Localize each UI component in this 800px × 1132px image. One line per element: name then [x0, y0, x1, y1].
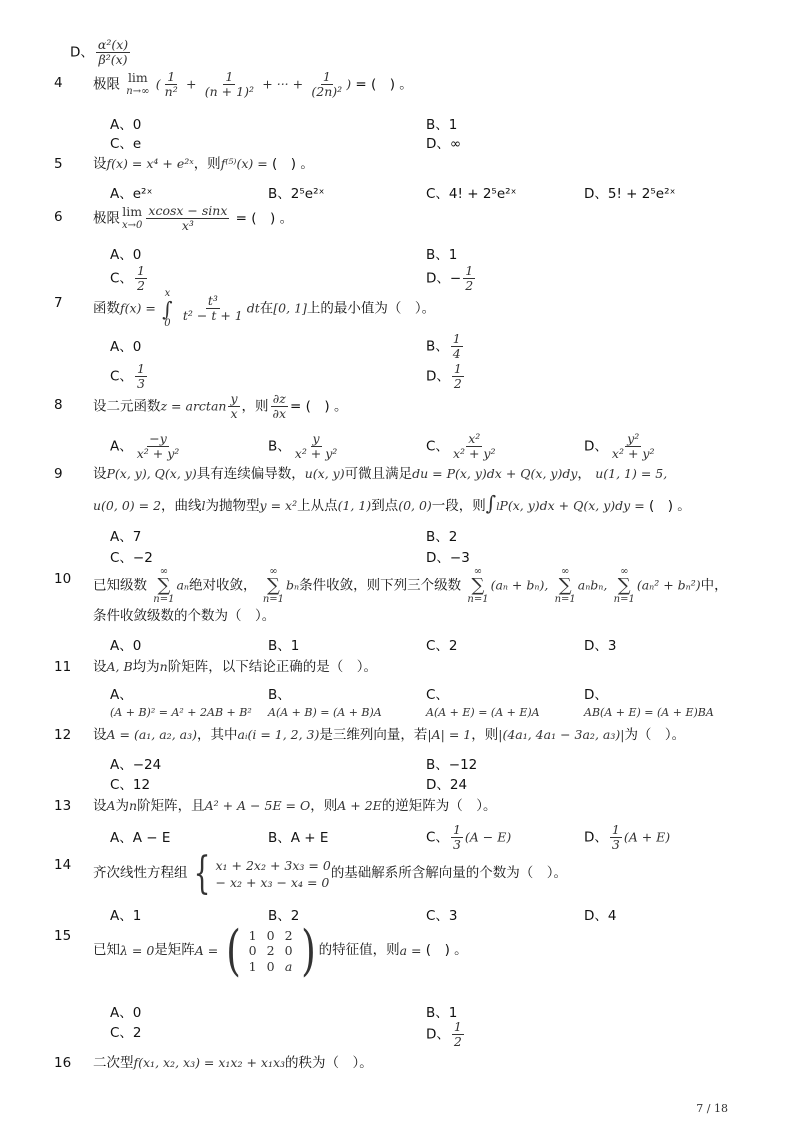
q15-number: 15: [54, 928, 72, 944]
matrix-cell: 1: [248, 927, 257, 943]
q11-option-b-label: B、: [268, 687, 291, 703]
q14-option-a: A、1: [110, 908, 142, 924]
q5-option-d: D、5! + 2⁵e²ˣ: [584, 186, 676, 202]
q15-option-a: A、0: [110, 1005, 142, 1021]
q4-number: 4: [54, 75, 63, 91]
q14-option-d: D、4: [584, 908, 617, 924]
q10-stem-line1: 已知级数 ∞ ∑ n=1 aₙ绝对收敛， ∞ ∑ n=1 bₙ条件收敛，则下列三个级数 ∞ ∑ n=1 (aₙ + bₙ), ∞ ∑ n=1 aₙbₙ, ∞ ∑ n=1 (aₙ² + bₙ²)中，: [93, 566, 728, 605]
q15-matrix: ( 1 0 2 0 2 0 1 0 a ): [225, 919, 316, 982]
page-number: 7 / 18: [696, 1102, 728, 1116]
q6-option-b: B、1: [426, 247, 458, 263]
q13-number: 13: [54, 798, 72, 814]
q11-stem: 设A, B均为n阶矩阵，以下结论正确的是（ ）。: [93, 659, 377, 675]
q9-stem-line1: 设P(x, y), Q(x, y)具有连续偏导数，u(x, y)可微且满足du = P(x, y)dx + Q(x, y)dy， u(1, 1) = 5,: [93, 466, 668, 482]
q7-option-d: D、 $\frac{1}{2}$: [426, 361, 462, 391]
q3-option-d: D、 $\frac{\text{α²(x)}}{\text{β²(x)}}$: [70, 37, 129, 67]
q10-option-d: D、3: [584, 638, 617, 654]
q7-option-b: B、 $\frac{1}{4}$: [426, 331, 461, 361]
q8-option-a: A、 $\frac{-y}{\text{x² + y²}}$: [110, 431, 180, 461]
q13-option-b: B、A + E: [268, 830, 329, 846]
q9-option-b: B、2: [426, 529, 458, 545]
q13-option-c: C、 $\frac{1}{3}$ (A − E): [426, 822, 512, 852]
q7-option-c: C、 $\frac{1}{3}$: [110, 361, 145, 391]
matrix-cell: 1: [248, 958, 257, 974]
q12-option-c: C、12: [110, 777, 151, 793]
q14-option-c: C、3: [426, 908, 458, 924]
matrix-cell: 2: [266, 943, 275, 959]
q11-number: 11: [54, 659, 72, 675]
q6-option-c: C、 $\frac{1}{2}$: [110, 263, 145, 293]
q4-option-c: C、e: [110, 136, 142, 152]
q6-number: 6: [54, 209, 63, 225]
q16-number: 16: [54, 1055, 72, 1071]
matrix-cell: 0: [266, 927, 275, 943]
q15-option-b: B、1: [426, 1005, 458, 1021]
q8-stem: 设二元函数z = arctan $\frac{y}{x}$ ，则 $\frac{\partial z}{\partial x}$ = ( ) 。: [93, 391, 348, 421]
matrix-cell: 0: [266, 958, 275, 974]
q13-option-a: A、A − E: [110, 830, 171, 846]
q5-number: 5: [54, 156, 63, 172]
q5-option-c: C、4! + 2⁵e²ˣ: [426, 186, 517, 202]
q16-stem: 二次型f(x₁, x₂, x₃) = x₁x₂ + x₁x₃的秩为（ ）。: [93, 1055, 373, 1071]
matrix-row: [244, 959, 298, 975]
q5-option-b: B、2⁵e²ˣ: [268, 186, 325, 202]
q5-stem: 设f(x) = x⁴ + e²ˣ，则f⁽⁵⁾(x) = ( ) 。: [93, 156, 314, 172]
q8-option-c: C、 $\frac{\text{x²}}{\text{x² + y²}}$: [426, 431, 496, 461]
q5-option-a: A、e²ˣ: [110, 186, 153, 202]
q14-stem: 齐次线性方程组 { x₁ + 2x₂ + 3x₃ = 0 − x₂ + x₃ − x₄ = 0 的基础解系所含解向量的个数为（ ）。: [93, 848, 568, 899]
q9-option-c: C、−2: [110, 550, 153, 566]
q11-option-d-label: D、: [584, 687, 608, 703]
q9-stem-line2: u(0, 0) = 2，曲线l为抛物型y = x²上从点(1, 1)到点(0, 0)一段，则∫lP(x, y)dx + Q(x, y)dy = ( ) 。: [93, 491, 691, 515]
q10-option-a: A、0: [110, 638, 142, 654]
q7-number: 7: [54, 295, 63, 311]
matrix-row: [244, 928, 298, 944]
q14-number: 14: [54, 857, 72, 873]
q8-number: 8: [54, 397, 63, 413]
q11-option-a-expr: (A + B)² = A² + 2AB + B²: [110, 706, 252, 719]
q4-option-a: A、0: [110, 117, 142, 133]
q8-option-d: D、 $\frac{\text{y²}}{\text{x² + y²}}$: [584, 431, 655, 461]
q15-stem: 已知λ = 0是矩阵A = ( 1 0 2 0 2 0 1 0 a ) 的特征值，则a = ( ) 。: [93, 919, 468, 982]
q13-stem: 设A为n阶矩阵，且A² + A − 5E = O，则A + 2E的逆矩阵为（ ）。: [93, 798, 497, 814]
q15-option-c: C、2: [110, 1025, 142, 1041]
q4-option-b: B、1: [426, 117, 458, 133]
q9-option-d: D、−3: [426, 550, 470, 566]
q11-option-b-expr: A(A + B) = (A + B)A: [268, 706, 382, 719]
q10-option-c: C、2: [426, 638, 458, 654]
matrix-cell: a: [284, 958, 293, 974]
q8-option-b: B、 $\frac{y}{\text{x² + y²}}$: [268, 431, 338, 461]
q11-option-c-expr: A(A + E) = (A + E)A: [426, 706, 540, 719]
q6-stem: 极限 lim x→0 $\frac{xcosx - \sin x}{\text{x³}}$ = ( ) 。: [93, 203, 294, 233]
q9-option-a: A、7: [110, 529, 142, 545]
q7-stem: 函数f(x) = x ∫ 0 $\frac{\text{t³}}{\text{t² − t + 1}}$ dt在[0, 1]上的最小值为（ ）。: [93, 288, 436, 329]
q7-option-a: A、0: [110, 339, 142, 355]
q9-number: 9: [54, 466, 63, 482]
matrix-cell: 2: [284, 927, 293, 943]
q10-option-b: B、1: [268, 638, 300, 654]
q6-option-d: D、− $\frac{1}{2}$: [426, 263, 474, 293]
q10-number: 10: [54, 571, 72, 587]
q12-option-a: A、−24: [110, 757, 162, 773]
q4-option-d: D、∞: [426, 136, 462, 152]
matrix-cell: 0: [284, 943, 293, 959]
q14-option-b: B、2: [268, 908, 300, 924]
q12-option-d: D、24: [426, 777, 468, 793]
q10-stem-line2: 条件收敛级数的个数为（ ）。: [93, 608, 276, 624]
matrix-cell: 0: [248, 943, 257, 959]
q13-option-d: D、 $\frac{1}{3}$ (A + E): [584, 822, 671, 852]
matrix-row: [244, 943, 298, 959]
q11-option-a-label: A、: [110, 687, 133, 703]
q12-number: 12: [54, 727, 72, 743]
q4-stem: 极限 lim n→∞ ( $\frac{1}{\text{n²}}$ + $\frac{1}{\text{(n + 1)²}}$ + ··· + $\frac{1}{\text{(2n)²}}$ ) = ( ) 。: [93, 69, 413, 99]
q12-option-b: B、−12: [426, 757, 478, 773]
q11-option-c-label: C、: [426, 687, 449, 703]
q12-stem: 设A = (a₁, a₂, a₃)，其中aᵢ(i = 1, 2, 3)是三维列向量，若|A| = 1，则|(4a₁, 4a₁ − 3a₂, a₃)|为（ ）。: [93, 727, 686, 743]
q6-option-a: A、0: [110, 247, 142, 263]
q15-option-d: D、 $\frac{1}{2}$: [426, 1019, 462, 1049]
q11-option-d-expr: AB(A + E) = (A + E)BA: [584, 706, 714, 719]
